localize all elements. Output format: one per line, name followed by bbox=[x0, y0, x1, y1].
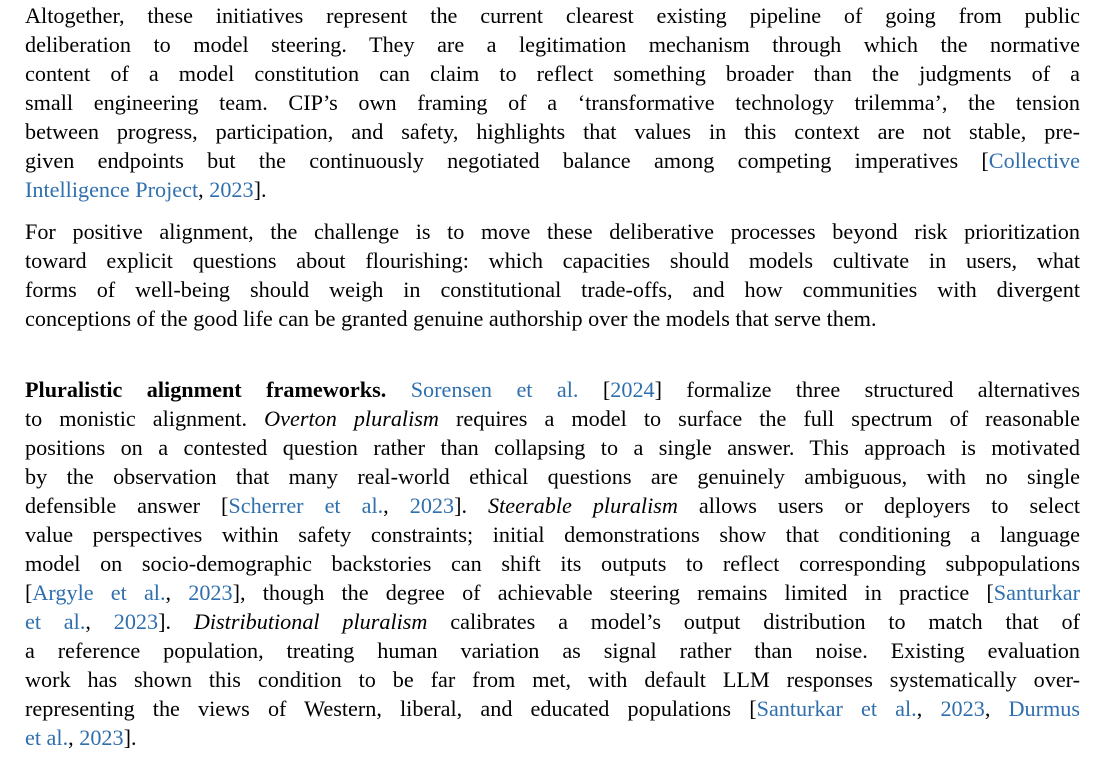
text-run: , bbox=[198, 177, 210, 202]
citation-link[interactable]: et al. bbox=[25, 725, 69, 750]
text-run: model on socio-demographic backstories can shift its outputs to reflect corresponding subpopulations bbox=[25, 551, 1080, 576]
text-run: , bbox=[68, 725, 80, 750]
text-line bbox=[25, 117, 1080, 146]
text-run: deliberation to model steering. They are a legitimation mechanism through which the normative bbox=[25, 32, 1080, 57]
text-run: [ bbox=[578, 377, 611, 402]
text-line bbox=[25, 217, 1080, 246]
citation-link[interactable]: et al. bbox=[25, 609, 86, 634]
runin-heading: Pluralistic alignment frameworks. bbox=[25, 377, 387, 402]
text-line bbox=[25, 520, 1080, 549]
text-line bbox=[25, 462, 1080, 491]
text-line bbox=[25, 375, 1080, 404]
text-run: ]. bbox=[454, 493, 489, 518]
text-run: [ bbox=[25, 580, 33, 605]
text-run: calibrates a model’s output distribution to match that of bbox=[427, 609, 1080, 634]
citation-link[interactable]: Intelligence Project bbox=[25, 177, 199, 202]
text-line bbox=[25, 433, 1080, 462]
text-line bbox=[25, 491, 1080, 520]
text-run: small engineering team. CIP’s own framing of a ‘transformative technology trilemma’, the tension bbox=[25, 90, 1080, 115]
text-run: , bbox=[165, 580, 189, 605]
text-line bbox=[25, 246, 1080, 275]
text-line bbox=[25, 175, 1080, 204]
citation-link[interactable]: 2024 bbox=[610, 377, 655, 402]
text-run: , bbox=[85, 609, 114, 634]
italic-term: Overton pluralism bbox=[264, 406, 439, 431]
text-line bbox=[25, 665, 1080, 694]
text-run: , bbox=[984, 696, 1009, 721]
citation-link[interactable]: Scherrer et al. bbox=[228, 493, 384, 518]
text-line bbox=[25, 578, 1080, 607]
text-line bbox=[25, 59, 1080, 88]
citation-link[interactable]: Durmus bbox=[1008, 696, 1081, 721]
text-run: Altogether, these initiatives represent the current clearest existing pipeline of going from public bbox=[25, 3, 1080, 28]
text-line bbox=[25, 88, 1080, 117]
citation-link[interactable]: Santurkar bbox=[993, 580, 1080, 605]
citation-link[interactable]: 2023 bbox=[409, 493, 455, 518]
text-run: by the observation that many real-world ethical questions are genuinely ambiguous, with no single bbox=[25, 464, 1080, 489]
text-run: to monistic alignment. bbox=[25, 406, 265, 431]
text-run: For positive alignment, the challenge is to move these deliberative processes beyond risk prioritization bbox=[25, 219, 1080, 244]
text-line bbox=[25, 636, 1080, 665]
text-run: a reference population, treating human variation as signal rather than noise. Existing evaluation bbox=[25, 638, 1080, 663]
text-run: representing the views of Western, liberal, and educated populations [ bbox=[25, 696, 757, 721]
citation-link[interactable]: 2023 bbox=[188, 580, 233, 605]
text-line bbox=[25, 549, 1080, 578]
text-run: ] formalize three structured alternatives bbox=[654, 377, 1080, 402]
italic-term: Steerable pluralism bbox=[488, 493, 678, 518]
text-run: , bbox=[383, 493, 410, 518]
text-run: between progress, participation, and safety, highlights that values in this context are not stable, pre- bbox=[25, 119, 1080, 144]
citation-link[interactable]: 2023 bbox=[79, 725, 124, 750]
text-line bbox=[25, 30, 1080, 59]
text-run: positions on a contested question rather than collapsing to a single answer. This approach is motivated bbox=[25, 435, 1080, 460]
citation-link[interactable]: Argyle et al. bbox=[32, 580, 166, 605]
text-run: given endpoints but the continuously negotiated balance among competing imperatives [ bbox=[25, 148, 989, 173]
text-run: content of a model constitution can claim to reflect something broader than the judgments of a bbox=[25, 61, 1080, 86]
text-run: conceptions of the good life can be granted genuine authorship over the models that serve them. bbox=[25, 306, 877, 331]
text-line bbox=[25, 694, 1080, 723]
text-line bbox=[25, 607, 1080, 636]
text-run: toward explicit questions about flourishing: which capacities should models cultivate in users, what bbox=[25, 248, 1080, 273]
italic-term: Distributional pluralism bbox=[193, 609, 428, 634]
citation-link[interactable]: Collective bbox=[988, 148, 1080, 173]
text-run: ]. bbox=[158, 609, 194, 634]
text-run: work has shown this condition to be far from met, with default LLM responses systematically over- bbox=[25, 667, 1080, 692]
text-run: , bbox=[916, 696, 941, 721]
text-line bbox=[25, 404, 1080, 433]
text-run: allows users or deployers to select bbox=[677, 493, 1081, 518]
citation-link[interactable]: Santurkar et al. bbox=[756, 696, 917, 721]
text-run: requires a model to surface the full spectrum of reasonable bbox=[438, 406, 1080, 431]
text-run: ]. bbox=[253, 177, 267, 202]
text-line bbox=[25, 275, 1080, 304]
text-run: forms of well-being should weigh in constitutional trade-offs, and how communities with divergent bbox=[25, 277, 1080, 302]
text-line bbox=[25, 723, 1080, 752]
citation-link[interactable]: 2023 bbox=[940, 696, 985, 721]
text-run: value perspectives within safety constraints; initial demonstrations show that conditioning a language bbox=[25, 522, 1080, 547]
text-line bbox=[25, 304, 1080, 333]
citation-link[interactable]: Sorensen et al. bbox=[410, 377, 579, 402]
text-run: defensible answer [ bbox=[25, 493, 229, 518]
text-run: ], though the degree of achievable steering remains limited in practice [ bbox=[232, 580, 994, 605]
citation-link[interactable]: 2023 bbox=[209, 177, 254, 202]
citation-link[interactable]: 2023 bbox=[113, 609, 159, 634]
text-line bbox=[25, 1, 1080, 30]
text-run bbox=[386, 377, 410, 402]
text-line bbox=[25, 146, 1080, 175]
text-run: ]. bbox=[123, 725, 137, 750]
